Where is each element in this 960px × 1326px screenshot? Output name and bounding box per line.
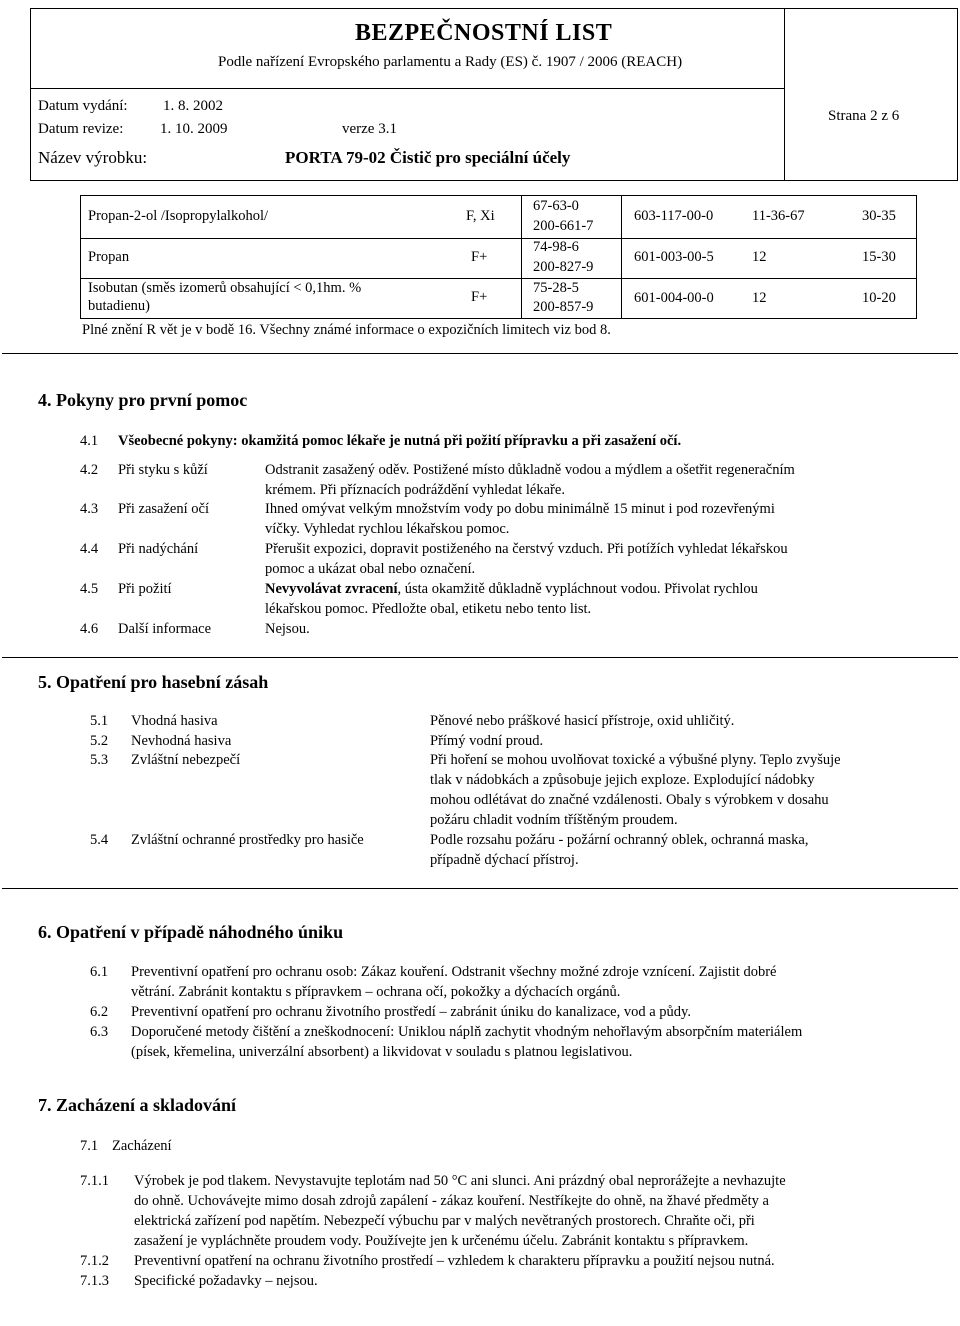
cas-number: 67-63-0	[533, 198, 579, 214]
table-vline	[621, 195, 622, 318]
item-text: pomoc a ukázat obal nebo označení.	[265, 561, 476, 577]
section-separator	[2, 657, 958, 658]
index-number: 601-004-00-0	[634, 290, 714, 306]
issue-date: 1. 8. 2002	[163, 98, 223, 114]
item-number: 5.4	[90, 832, 109, 848]
item-number: 5.2	[90, 733, 109, 749]
item-text: Doporučené metody čištění a zneškodnocení: Uniklou náplň zachytit vhodným nehořlavým absorpčním materiálem	[131, 1024, 803, 1040]
table-vline	[521, 195, 522, 318]
item-number: 5.1	[90, 713, 109, 729]
item-number: 7.1	[80, 1138, 99, 1154]
item-number: 4.3	[80, 501, 99, 517]
substance-name: Propan	[88, 249, 130, 265]
item-label: Další informace	[118, 621, 212, 637]
item-number: 6.1	[90, 964, 109, 980]
item-text: tlak v nádobkách a způsobuje jejich exploze. Explodující nádobky	[430, 772, 815, 788]
emphasis-text: Nevyvolávat zvracení	[265, 581, 398, 597]
section-separator	[2, 888, 958, 889]
item-label: Zvláštní ochranné prostředky pro hasiče	[131, 832, 364, 848]
item-number: 6.2	[90, 1004, 109, 1020]
substance-name: Propan-2-ol /Isopropylalkohol/	[88, 208, 269, 224]
item-text: víčky. Vyhledat rychlou lékařskou pomoc.	[265, 521, 510, 537]
hazard-symbol: F, Xi	[466, 208, 495, 224]
item-text: Výrobek je pod tlakem. Nevystavujte teplotám nad 50 °C ani slunci. Ani prázdný obal neprorážejte a nevhazujte	[134, 1173, 786, 1189]
table-hline	[80, 238, 917, 239]
item-label: Zvláštní nebezpečí	[131, 752, 241, 768]
item-number: 5.3	[90, 752, 109, 768]
item-text: zasažení je vypláchněte proudem vody. Používejte jen k určenému účelu. Zabránit kontaktu s přípravkem.	[134, 1233, 749, 1249]
item-label: Vhodná hasiva	[131, 713, 218, 729]
item-number: 7.1.3	[80, 1273, 109, 1289]
section-5-title: 5. Opatření pro hasební zásah	[38, 672, 269, 692]
ec-number: 200-661-7	[533, 218, 594, 234]
item-label: Nevhodná hasiva	[131, 733, 232, 749]
item-number: 7.1.1	[80, 1173, 109, 1189]
product-label: Název výrobku:	[38, 148, 148, 167]
item-label: Při požití	[118, 581, 172, 597]
table-hline	[80, 278, 917, 279]
item-text: krémem. Při příznacích podráždění vyhledat lékaře.	[265, 482, 565, 498]
item-text: Při hoření se mohou uvolňovat toxické a výbušné plyny. Teplo zvyšuje	[430, 752, 841, 768]
hazard-symbol: F+	[471, 289, 488, 305]
section-4-title: 4. Pokyny pro první pomoc	[38, 390, 248, 410]
item-number: 4.4	[80, 541, 99, 557]
item-text: do ohně. Uchovávejte mimo dosah zdrojů zapálení - zákaz kouření. Nestříkejte do ohně, na žhavé předměty a	[134, 1193, 769, 1209]
item-number: 4.1	[80, 433, 99, 449]
item-text: mohou odlétávat do značné vzdálenosti. Obaly s výrobkem v dosahu	[430, 792, 829, 808]
ec-number: 200-857-9	[533, 299, 594, 315]
page-box	[784, 8, 958, 181]
item-text: Přímý vodní proud.	[430, 733, 544, 749]
r-phrases: 11-36-67	[752, 208, 805, 224]
item-text: Preventivní opatření pro ochranu osob: Zákaz kouření. Odstranit všechny možné zdroje vznícení. Zajistit dobré	[131, 964, 777, 980]
item-text: Preventivní opatření pro ochranu životního prostředí – zabránit úniku do kanalizace, vod a půdy.	[131, 1004, 691, 1020]
index-number: 603-117-00-0	[634, 208, 714, 224]
item-text: Ihned omývat velkým množstvím vody po dobu minimálně 15 minut i pod rozevřenými	[265, 501, 775, 517]
item-text: Preventivní opatření na ochranu životního prostředí – vzhledem k charakteru přípravku a použití nejsou nutná.	[134, 1253, 775, 1269]
item-text: Pěnové nebo práškové hasicí přístroje, oxid uhličitý.	[430, 713, 735, 729]
concentration: 30-35	[862, 208, 896, 224]
concentration: 10-20	[862, 290, 896, 306]
item-text: Odstranit zasažený oděv. Postižené místo důkladně vodou a mýdlem a ošetřit regeneračním	[265, 462, 795, 478]
revision-date: 1. 10. 2009	[160, 121, 228, 137]
section-separator	[2, 353, 958, 354]
item-label: Při zasažení očí	[118, 501, 209, 517]
item-number: 4.2	[80, 462, 99, 478]
concentration: 15-30	[862, 249, 896, 265]
item-text: Podle rozsahu požáru - požární ochranný oblek, ochranná maska,	[430, 832, 809, 848]
document-title: BEZPEČNOSTNÍ LIST	[355, 20, 613, 46]
item-label: Při nadýchání	[118, 541, 199, 557]
subsection-title: Zacházení	[112, 1138, 172, 1154]
section-6-title: 6. Opatření v případě náhodného úniku	[38, 922, 344, 942]
item-text: (písek, křemelina, univerzální absorbent) a likvidovat v souladu s platnou legislativou.	[131, 1044, 633, 1060]
item-number: 7.1.2	[80, 1253, 109, 1269]
revision-date-label: Datum revize:	[38, 121, 124, 137]
product-name: PORTA 79-02 Čistič pro speciální účely	[285, 148, 571, 167]
general-instructions: Všeobecné pokyny: okamžitá pomoc lékaře je nutná při požití přípravku a při zasažení očí.	[118, 433, 682, 449]
hazard-symbol: F+	[471, 249, 488, 265]
item-text: Přerušit expozici, dopravit postiženého na čerstvý vzduch. Při potížích vyhledat lékařskou	[265, 541, 788, 557]
item-number: 4.5	[80, 581, 99, 597]
ec-number: 200-827-9	[533, 259, 594, 275]
item-text-rest: , ústa okamžitě důkladně vypláchnout vodou. Přivolat rychlou	[397, 581, 758, 597]
item-text: případně dýchací přístroj.	[430, 852, 579, 868]
item-label: Při styku s kůží	[118, 462, 208, 478]
item-text: požáru chladit vodním tříštěným proudem.	[430, 812, 678, 828]
composition-note: Plné znění R vět je v bodě 16. Všechny známé informace o expozičních limitech viz bod 8.	[82, 322, 611, 338]
index-number: 601-003-00-5	[634, 249, 714, 265]
cas-number: 75-28-5	[533, 280, 579, 296]
version: verze 3.1	[342, 121, 397, 137]
issue-date-label: Datum vydání:	[38, 98, 128, 114]
item-text: větrání. Zabránit kontaktu s přípravkem – ochrana očí, pokožky a dýchacích orgánů.	[131, 984, 621, 1000]
item-text: Nejsou.	[265, 621, 310, 637]
substance-name: Isobutan (směs izomerů obsahující < 0,1hm. %	[88, 280, 362, 296]
cas-number: 74-98-6	[533, 239, 579, 255]
item-text: lékařskou pomoc. Předložte obal, etiketu nebo tento list.	[265, 601, 592, 617]
item-text	[265, 581, 758, 598]
section-7-title: 7. Zacházení a skladování	[38, 1095, 237, 1115]
page-number: Strana 2 z 6	[828, 108, 900, 124]
item-text: Specifické požadavky – nejsou.	[134, 1273, 318, 1289]
header-divider	[30, 88, 785, 89]
item-number: 4.6	[80, 621, 99, 637]
document-subtitle: Podle nařízení Evropského parlamentu a Rady (ES) č. 1907 / 2006 (REACH)	[218, 54, 683, 70]
item-text: elektrická zařízení pod napětím. Nebezpečí výbuchu par v malých nevětraných prostorech. Chraňte oči, při	[134, 1213, 755, 1229]
item-number: 6.3	[90, 1024, 109, 1040]
substance-name-cont: butadienu)	[88, 298, 151, 314]
r-phrases: 12	[752, 290, 767, 306]
r-phrases: 12	[752, 249, 767, 265]
